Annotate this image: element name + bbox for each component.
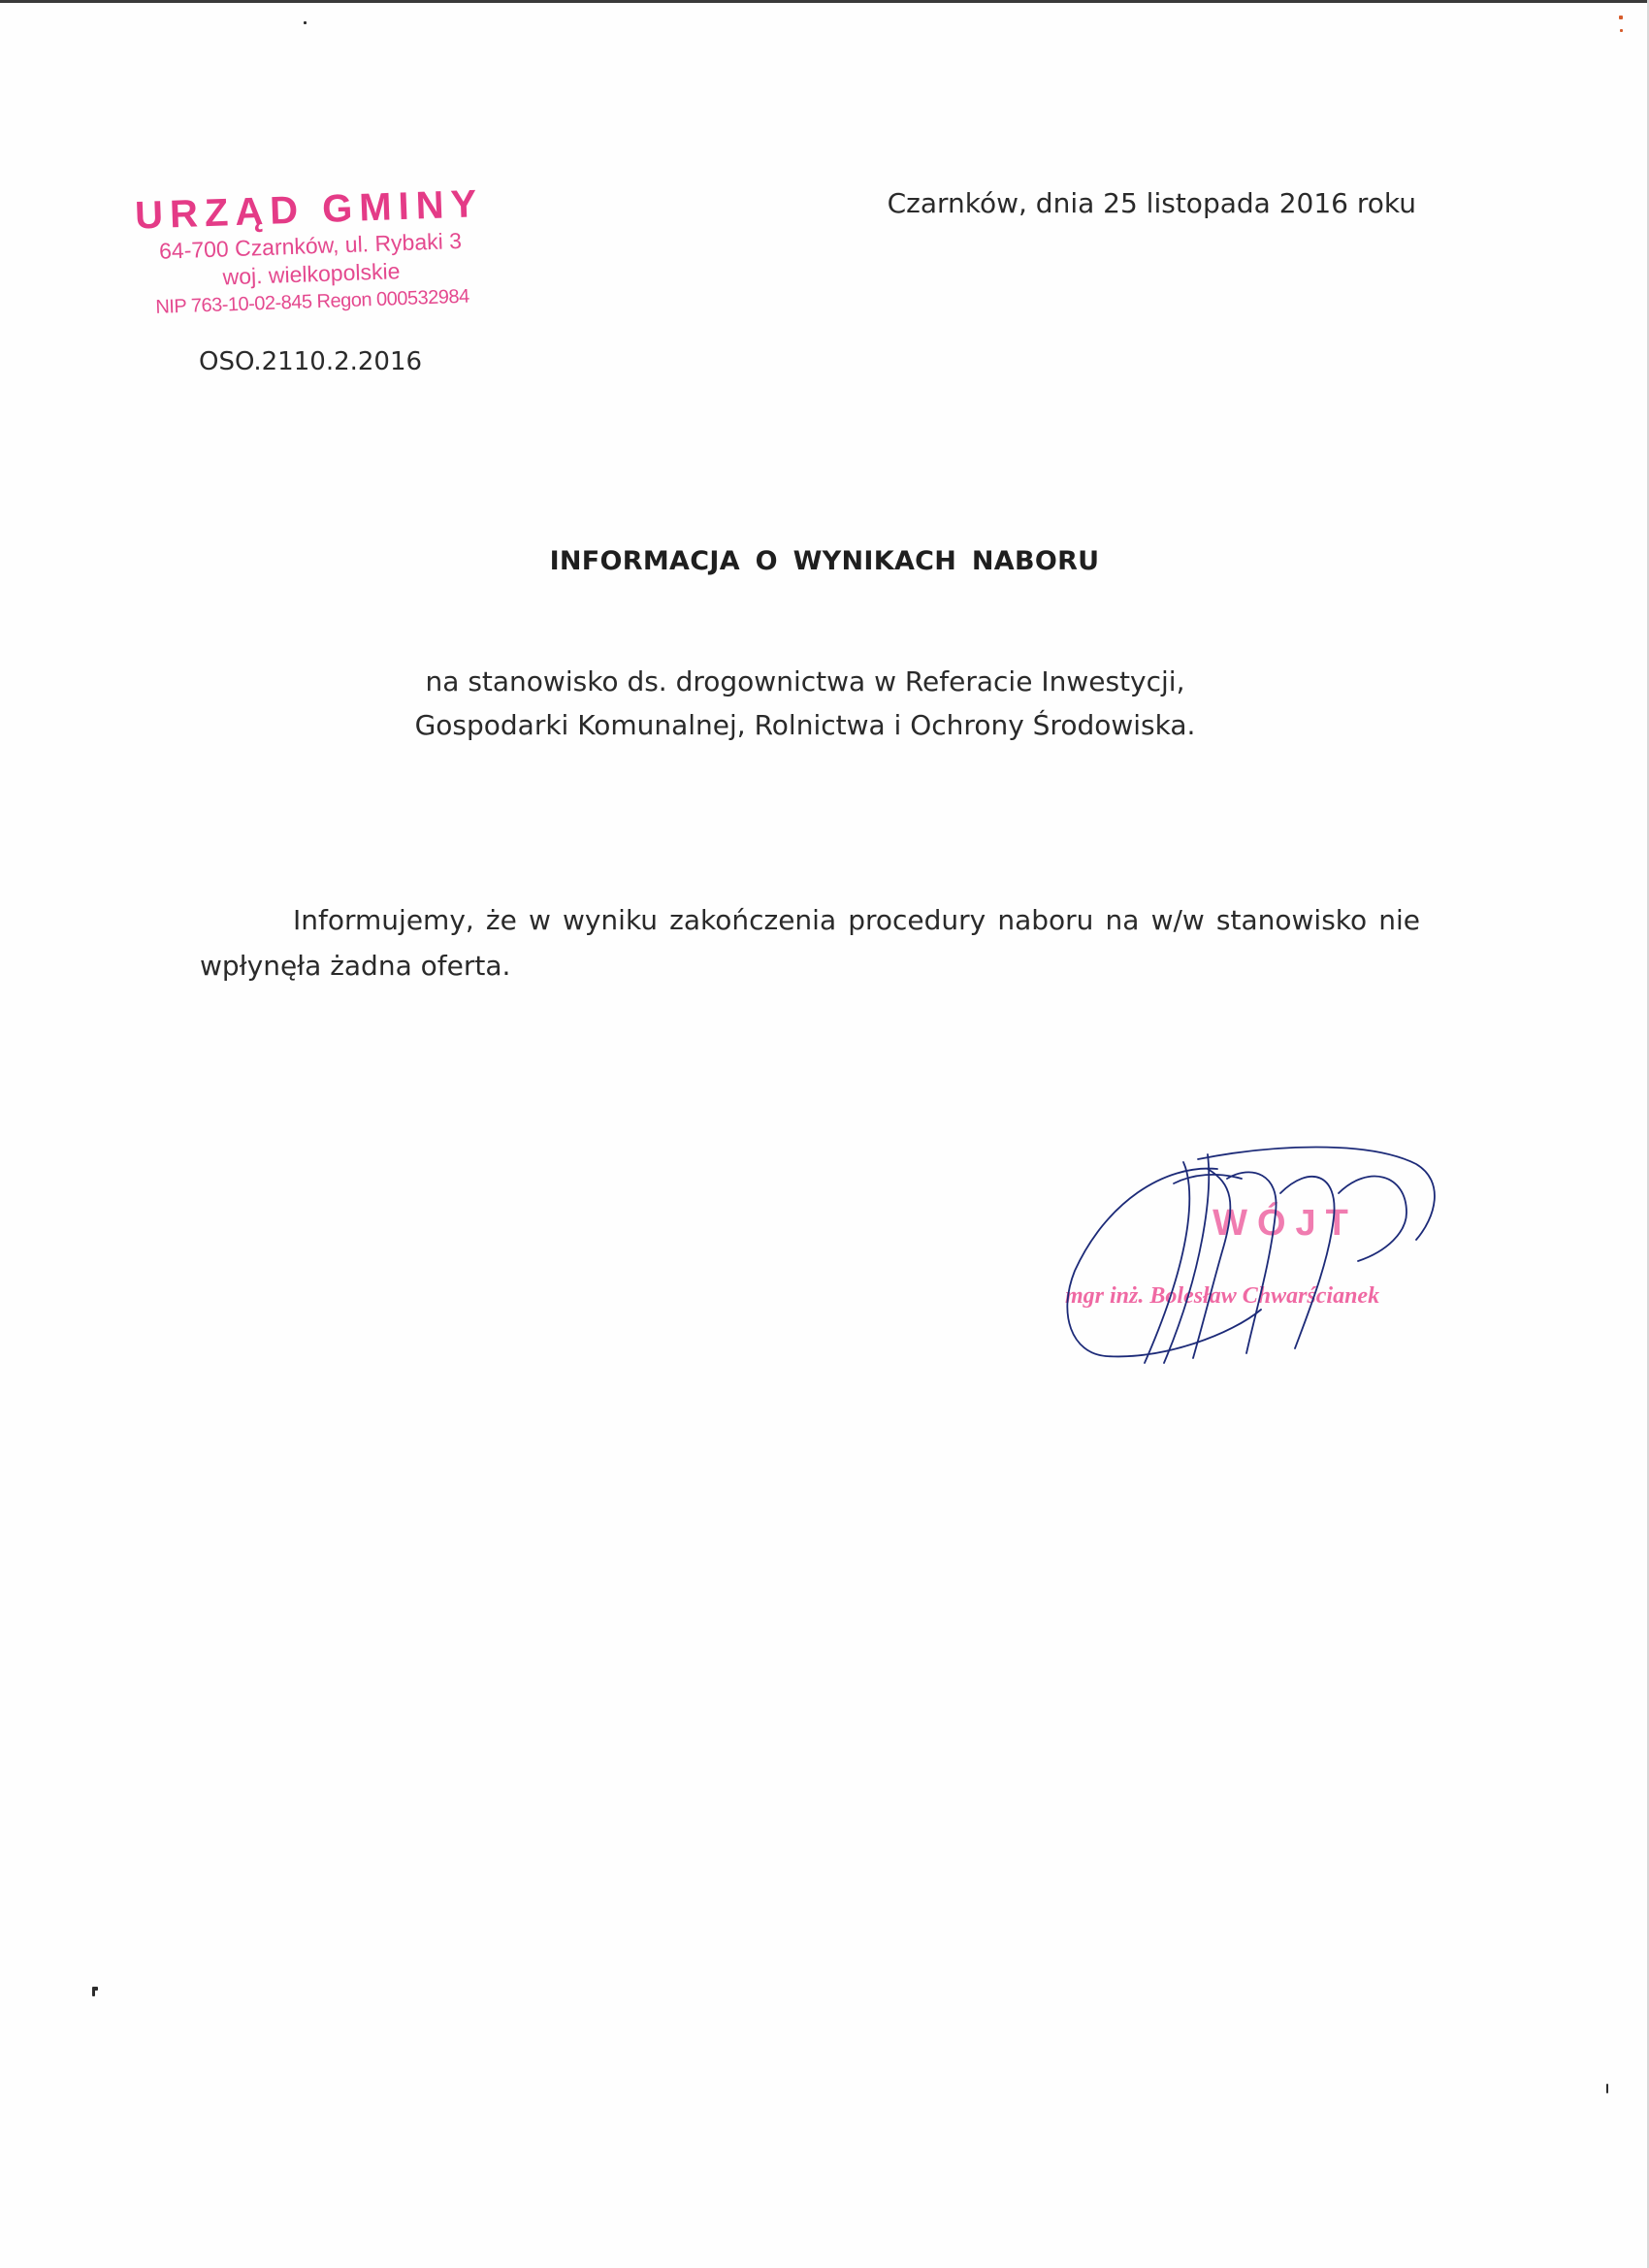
scan-speck xyxy=(1606,2084,1608,2093)
document-heading: INFORMACJA O WYNIKACH NABORU xyxy=(549,546,1100,576)
signature-block xyxy=(1048,1125,1455,1368)
date-line: Czarnków, dnia 25 listopada 2016 roku xyxy=(887,187,1416,219)
scan-speck xyxy=(1619,16,1623,19)
scan-speck xyxy=(1620,29,1623,32)
stamp-address: 64-700 Czarnków, ul. Rybaki 3 xyxy=(158,227,463,264)
stamp-ids: NIP 763-10-02-845 Regon 000532984 xyxy=(155,285,469,318)
office-stamp xyxy=(124,181,497,322)
body-paragraph xyxy=(200,897,1420,988)
stamp-title: URZĄD GMINY xyxy=(134,182,484,238)
handwritten-signature xyxy=(1048,1125,1455,1368)
position-line-2: Gospodarki Komunalnej, Rolnictwa i Ochrony Środowiska. xyxy=(414,709,1196,741)
scan-speck xyxy=(304,21,307,24)
stamp-region: woj. wielkopolskie xyxy=(222,258,401,290)
seal-name: mgr inż. Bolesław Chwarścianek xyxy=(1065,1283,1380,1309)
position-description xyxy=(291,660,1319,747)
body-text: Informujemy, że w wyniku zakończenia procedury naboru na w/w stanowisko nie wpłynęła żadna oferta. xyxy=(200,904,1420,982)
scan-speck xyxy=(92,1989,95,1996)
scan-edge-top xyxy=(0,0,1649,3)
reference-number: OSO.2110.2.2016 xyxy=(199,347,423,376)
position-line-1: na stanowisko ds. drogownictwa w Referacie Inwestycji, xyxy=(425,665,1185,697)
seal-title: WÓJT xyxy=(1212,1203,1358,1244)
